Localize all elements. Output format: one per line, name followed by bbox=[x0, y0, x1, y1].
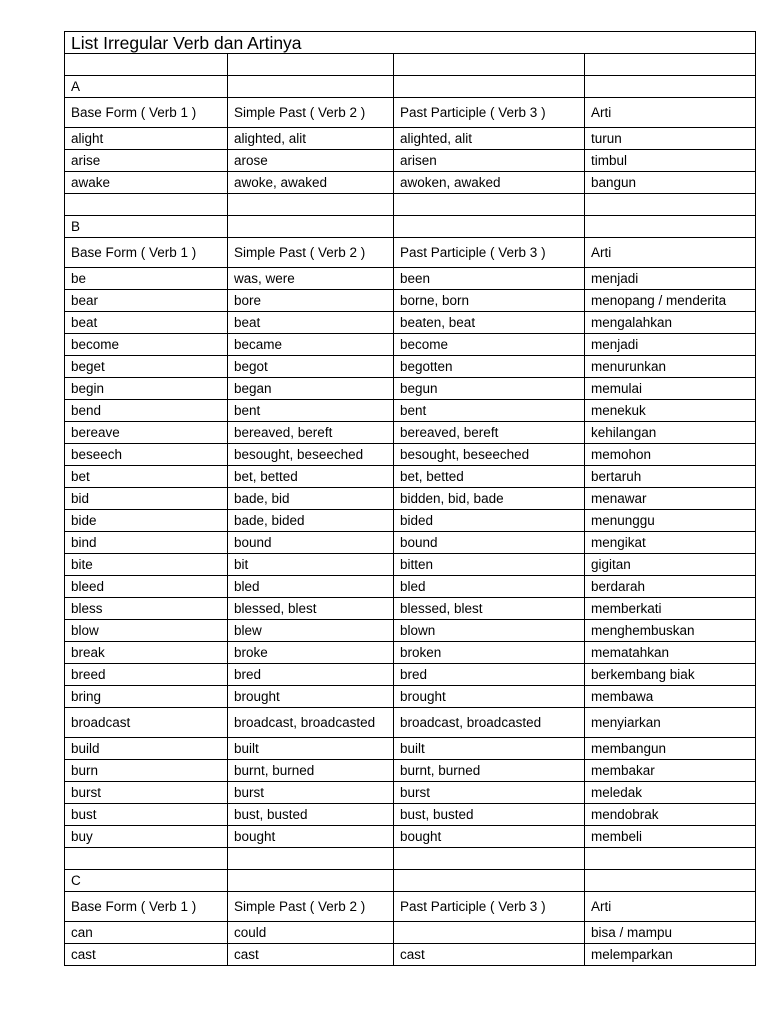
meaning-cell: memulai bbox=[585, 378, 756, 400]
base-form-cell: bend bbox=[65, 400, 228, 422]
meaning-cell: kehilangan bbox=[585, 422, 756, 444]
table-row bbox=[65, 510, 756, 532]
section-letter-row bbox=[65, 216, 756, 238]
column-header-participle: Past Participle ( Verb 3 ) bbox=[394, 892, 585, 922]
empty-cell bbox=[228, 848, 394, 870]
spacer-row bbox=[65, 848, 756, 870]
base-form-cell: awake bbox=[65, 172, 228, 194]
base-form-cell: become bbox=[65, 334, 228, 356]
simple-past-cell: burst bbox=[228, 782, 394, 804]
meaning-cell: menjadi bbox=[585, 268, 756, 290]
base-form-cell: bless bbox=[65, 598, 228, 620]
table-row bbox=[65, 290, 756, 312]
meaning-cell: membakar bbox=[585, 760, 756, 782]
past-participle-cell bbox=[394, 922, 585, 944]
title-row bbox=[65, 32, 756, 54]
table-row bbox=[65, 804, 756, 826]
simple-past-cell: begot bbox=[228, 356, 394, 378]
base-form-cell: burn bbox=[65, 760, 228, 782]
verb-list-sheet bbox=[64, 31, 754, 966]
section-letter-row bbox=[65, 76, 756, 98]
base-form-cell: breed bbox=[65, 664, 228, 686]
empty-cell bbox=[228, 54, 394, 76]
simple-past-cell: bade, bided bbox=[228, 510, 394, 532]
table-row bbox=[65, 826, 756, 848]
table-row bbox=[65, 642, 756, 664]
past-participle-cell: bound bbox=[394, 532, 585, 554]
meaning-cell: meledak bbox=[585, 782, 756, 804]
simple-past-cell: bent bbox=[228, 400, 394, 422]
meaning-cell: mengikat bbox=[585, 532, 756, 554]
table-row bbox=[65, 620, 756, 642]
past-participle-cell: begotten bbox=[394, 356, 585, 378]
column-header-past: Simple Past ( Verb 2 ) bbox=[228, 892, 394, 922]
empty-cell bbox=[65, 54, 228, 76]
meaning-cell: mengalahkan bbox=[585, 312, 756, 334]
meaning-cell: bangun bbox=[585, 172, 756, 194]
meaning-cell: memberkati bbox=[585, 598, 756, 620]
table-row bbox=[65, 708, 756, 738]
past-participle-cell: burst bbox=[394, 782, 585, 804]
empty-cell bbox=[585, 54, 756, 76]
past-participle-cell: become bbox=[394, 334, 585, 356]
column-header-meaning: Arti bbox=[585, 98, 756, 128]
simple-past-cell: bought bbox=[228, 826, 394, 848]
past-participle-cell: blessed, blest bbox=[394, 598, 585, 620]
past-participle-cell: bidden, bid, bade bbox=[394, 488, 585, 510]
table-row bbox=[65, 782, 756, 804]
empty-cell bbox=[65, 848, 228, 870]
section-letter-row bbox=[65, 870, 756, 892]
meaning-cell: mematahkan bbox=[585, 642, 756, 664]
simple-past-cell: bled bbox=[228, 576, 394, 598]
column-header-row bbox=[65, 98, 756, 128]
meaning-cell: bisa / mampu bbox=[585, 922, 756, 944]
table-row bbox=[65, 422, 756, 444]
base-form-cell: bear bbox=[65, 290, 228, 312]
base-form-cell: bet bbox=[65, 466, 228, 488]
past-participle-cell: besought, beseeched bbox=[394, 444, 585, 466]
empty-cell bbox=[394, 76, 585, 98]
past-participle-cell: bled bbox=[394, 576, 585, 598]
past-participle-cell: arisen bbox=[394, 150, 585, 172]
empty-cell bbox=[228, 194, 394, 216]
simple-past-cell: besought, beseeched bbox=[228, 444, 394, 466]
meaning-cell: menawar bbox=[585, 488, 756, 510]
base-form-cell: blow bbox=[65, 620, 228, 642]
base-form-cell: cast bbox=[65, 944, 228, 966]
base-form-cell: can bbox=[65, 922, 228, 944]
past-participle-cell: built bbox=[394, 738, 585, 760]
meaning-cell: membeli bbox=[585, 826, 756, 848]
base-form-cell: beat bbox=[65, 312, 228, 334]
meaning-cell: memohon bbox=[585, 444, 756, 466]
simple-past-cell: could bbox=[228, 922, 394, 944]
column-header-base: Base Form ( Verb 1 ) bbox=[65, 892, 228, 922]
column-header-row bbox=[65, 892, 756, 922]
table-row bbox=[65, 760, 756, 782]
simple-past-cell: bit bbox=[228, 554, 394, 576]
meaning-cell: bertaruh bbox=[585, 466, 756, 488]
simple-past-cell: was, were bbox=[228, 268, 394, 290]
past-participle-cell: bred bbox=[394, 664, 585, 686]
simple-past-cell: bust, busted bbox=[228, 804, 394, 826]
meaning-cell: gigitan bbox=[585, 554, 756, 576]
base-form-cell: buy bbox=[65, 826, 228, 848]
meaning-cell: menunggu bbox=[585, 510, 756, 532]
simple-past-cell: broke bbox=[228, 642, 394, 664]
past-participle-cell: blown bbox=[394, 620, 585, 642]
empty-cell bbox=[394, 848, 585, 870]
past-participle-cell: broken bbox=[394, 642, 585, 664]
table-row bbox=[65, 598, 756, 620]
base-form-cell: bleed bbox=[65, 576, 228, 598]
table-row bbox=[65, 172, 756, 194]
past-participle-cell: bided bbox=[394, 510, 585, 532]
table-row bbox=[65, 664, 756, 686]
table-row bbox=[65, 444, 756, 466]
base-form-cell: burst bbox=[65, 782, 228, 804]
past-participle-cell: bereaved, bereft bbox=[394, 422, 585, 444]
meaning-cell: menjadi bbox=[585, 334, 756, 356]
table-row bbox=[65, 686, 756, 708]
table-row bbox=[65, 466, 756, 488]
base-form-cell: beget bbox=[65, 356, 228, 378]
past-participle-cell: broadcast, broadcasted bbox=[394, 708, 585, 738]
empty-cell bbox=[394, 870, 585, 892]
empty-cell bbox=[585, 216, 756, 238]
base-form-cell: bid bbox=[65, 488, 228, 510]
table-row bbox=[65, 268, 756, 290]
table-row bbox=[65, 576, 756, 598]
column-header-meaning: Arti bbox=[585, 238, 756, 268]
past-participle-cell: brought bbox=[394, 686, 585, 708]
table-row bbox=[65, 738, 756, 760]
past-participle-cell: awoken, awaked bbox=[394, 172, 585, 194]
table-row bbox=[65, 532, 756, 554]
meaning-cell: mendobrak bbox=[585, 804, 756, 826]
empty-cell bbox=[394, 216, 585, 238]
table-row bbox=[65, 334, 756, 356]
table-row bbox=[65, 488, 756, 510]
empty-cell bbox=[65, 194, 228, 216]
simple-past-cell: bade, bid bbox=[228, 488, 394, 510]
base-form-cell: beseech bbox=[65, 444, 228, 466]
past-participle-cell: alighted, alit bbox=[394, 128, 585, 150]
past-participle-cell: been bbox=[394, 268, 585, 290]
meaning-cell: berdarah bbox=[585, 576, 756, 598]
meaning-cell: melemparkan bbox=[585, 944, 756, 966]
base-form-cell: alight bbox=[65, 128, 228, 150]
past-participle-cell: bust, busted bbox=[394, 804, 585, 826]
base-form-cell: arise bbox=[65, 150, 228, 172]
base-form-cell: bust bbox=[65, 804, 228, 826]
past-participle-cell: bent bbox=[394, 400, 585, 422]
base-form-cell: begin bbox=[65, 378, 228, 400]
simple-past-cell: brought bbox=[228, 686, 394, 708]
past-participle-cell: begun bbox=[394, 378, 585, 400]
table-row bbox=[65, 128, 756, 150]
table-row bbox=[65, 312, 756, 334]
empty-cell bbox=[394, 194, 585, 216]
simple-past-cell: built bbox=[228, 738, 394, 760]
table-row bbox=[65, 356, 756, 378]
simple-past-cell: alighted, alit bbox=[228, 128, 394, 150]
column-header-past: Simple Past ( Verb 2 ) bbox=[228, 238, 394, 268]
simple-past-cell: broadcast, broadcasted bbox=[228, 708, 394, 738]
meaning-cell: berkembang biak bbox=[585, 664, 756, 686]
table-row bbox=[65, 150, 756, 172]
column-header-participle: Past Participle ( Verb 3 ) bbox=[394, 238, 585, 268]
table-row bbox=[65, 944, 756, 966]
meaning-cell: timbul bbox=[585, 150, 756, 172]
simple-past-cell: became bbox=[228, 334, 394, 356]
empty-cell bbox=[585, 848, 756, 870]
empty-cell bbox=[585, 194, 756, 216]
simple-past-cell: awoke, awaked bbox=[228, 172, 394, 194]
meaning-cell: turun bbox=[585, 128, 756, 150]
past-participle-cell: burnt, burned bbox=[394, 760, 585, 782]
simple-past-cell: arose bbox=[228, 150, 394, 172]
base-form-cell: broadcast bbox=[65, 708, 228, 738]
simple-past-cell: blew bbox=[228, 620, 394, 642]
simple-past-cell: bore bbox=[228, 290, 394, 312]
simple-past-cell: began bbox=[228, 378, 394, 400]
past-participle-cell: bitten bbox=[394, 554, 585, 576]
meaning-cell: menekuk bbox=[585, 400, 756, 422]
empty-cell bbox=[228, 870, 394, 892]
simple-past-cell: beat bbox=[228, 312, 394, 334]
meaning-cell: menurunkan bbox=[585, 356, 756, 378]
simple-past-cell: bereaved, bereft bbox=[228, 422, 394, 444]
simple-past-cell: bet, betted bbox=[228, 466, 394, 488]
base-form-cell: be bbox=[65, 268, 228, 290]
past-participle-cell: bet, betted bbox=[394, 466, 585, 488]
spacer-row bbox=[65, 194, 756, 216]
base-form-cell: bite bbox=[65, 554, 228, 576]
section-letter: A bbox=[65, 76, 228, 98]
empty-cell bbox=[585, 76, 756, 98]
column-header-meaning: Arti bbox=[585, 892, 756, 922]
meaning-cell: menopang / menderita bbox=[585, 290, 756, 312]
column-header-base: Base Form ( Verb 1 ) bbox=[65, 238, 228, 268]
meaning-cell: membawa bbox=[585, 686, 756, 708]
past-participle-cell: beaten, beat bbox=[394, 312, 585, 334]
base-form-cell: bereave bbox=[65, 422, 228, 444]
base-form-cell: bind bbox=[65, 532, 228, 554]
table-row bbox=[65, 554, 756, 576]
simple-past-cell: bred bbox=[228, 664, 394, 686]
table-row bbox=[65, 378, 756, 400]
empty-cell bbox=[585, 870, 756, 892]
column-header-base: Base Form ( Verb 1 ) bbox=[65, 98, 228, 128]
empty-cell bbox=[394, 54, 585, 76]
meaning-cell: menghembuskan bbox=[585, 620, 756, 642]
simple-past-cell: bound bbox=[228, 532, 394, 554]
meaning-cell: membangun bbox=[585, 738, 756, 760]
table-row bbox=[65, 400, 756, 422]
column-header-past: Simple Past ( Verb 2 ) bbox=[228, 98, 394, 128]
spacer-row bbox=[65, 54, 756, 76]
base-form-cell: bide bbox=[65, 510, 228, 532]
base-form-cell: bring bbox=[65, 686, 228, 708]
column-header-participle: Past Participle ( Verb 3 ) bbox=[394, 98, 585, 128]
column-header-row bbox=[65, 238, 756, 268]
base-form-cell: break bbox=[65, 642, 228, 664]
table-title: List Irregular Verb dan Artinya bbox=[65, 32, 756, 54]
empty-cell bbox=[228, 216, 394, 238]
past-participle-cell: bought bbox=[394, 826, 585, 848]
simple-past-cell: cast bbox=[228, 944, 394, 966]
past-participle-cell: borne, born bbox=[394, 290, 585, 312]
base-form-cell: build bbox=[65, 738, 228, 760]
irregular-verb-table bbox=[64, 31, 756, 966]
table-row bbox=[65, 922, 756, 944]
meaning-cell: menyiarkan bbox=[585, 708, 756, 738]
section-letter: B bbox=[65, 216, 228, 238]
simple-past-cell: blessed, blest bbox=[228, 598, 394, 620]
past-participle-cell: cast bbox=[394, 944, 585, 966]
empty-cell bbox=[228, 76, 394, 98]
simple-past-cell: burnt, burned bbox=[228, 760, 394, 782]
section-letter: C bbox=[65, 870, 228, 892]
